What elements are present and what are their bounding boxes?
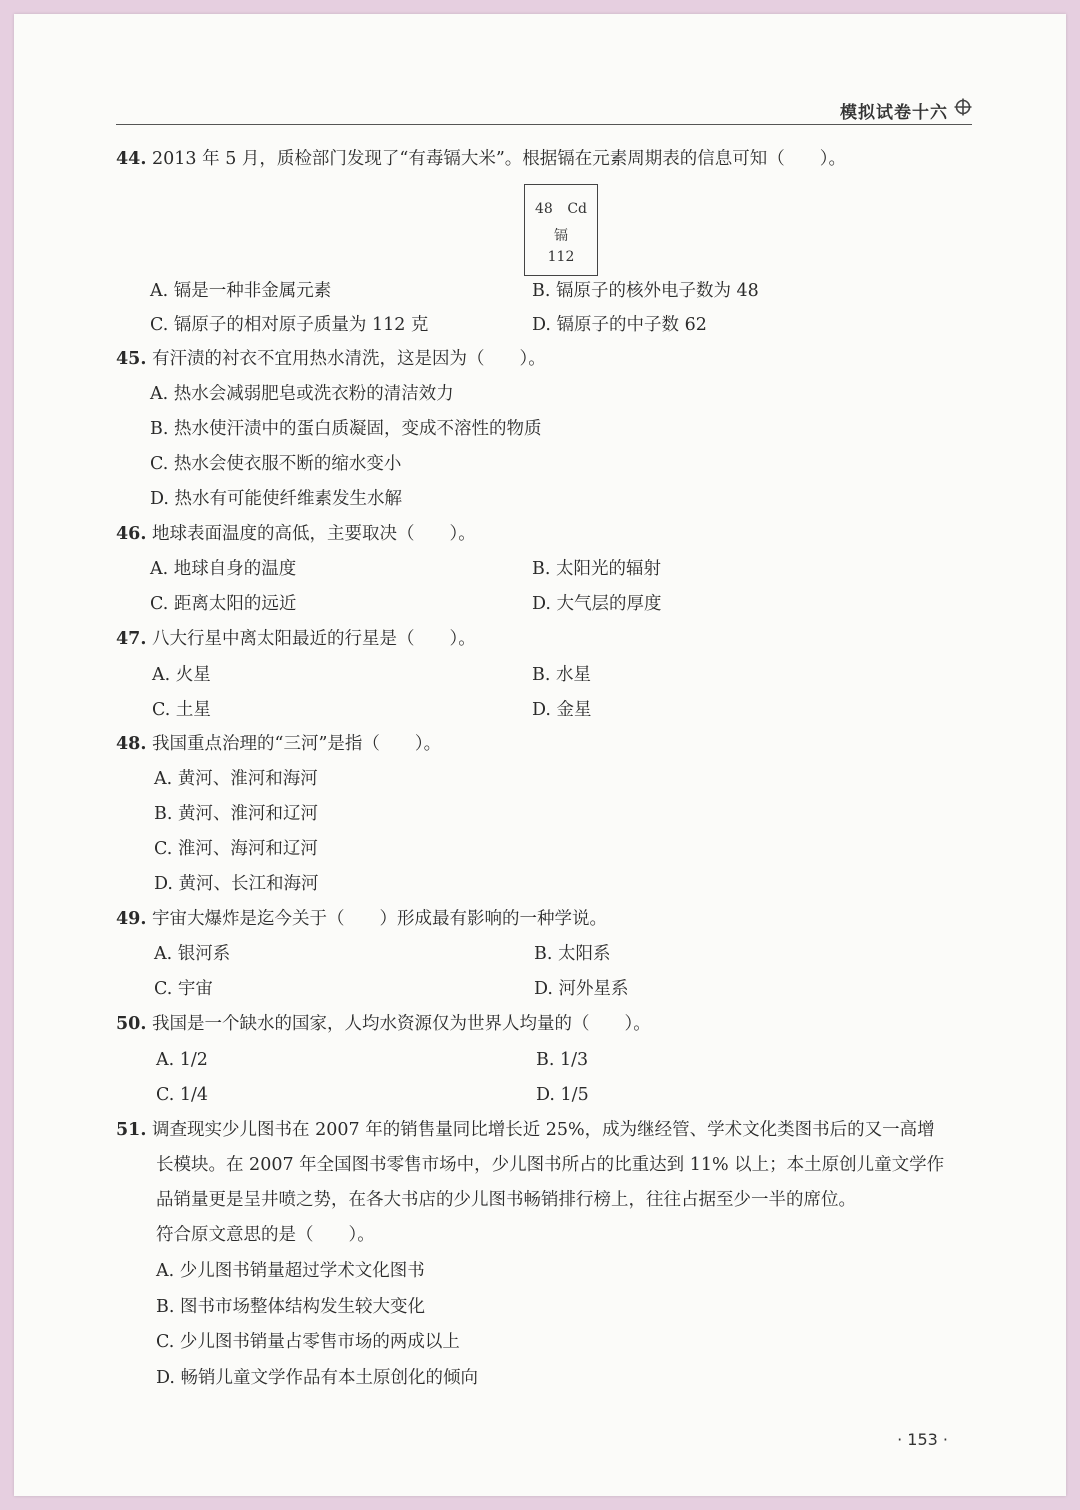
question-stem: 调查现实少儿图书在 2007 年的销售量同比增长近 25%，成为继经管、学术文化类图书后的又一高增 [152, 1120, 935, 1140]
question-stem: 我国是一个缺水的国家，人均水资源仅为世界人均量的（ ）。 [152, 1014, 651, 1034]
option-c: C. 淮河、海河和辽河 [154, 839, 318, 859]
option-c: C. 少儿图书销量占零售市场的两成以上 [156, 1332, 460, 1352]
page-header [116, 92, 972, 124]
page-number: · 153 · [897, 1430, 948, 1449]
option-a: A. 少儿图书销量超过学术文化图书 [156, 1261, 425, 1281]
option-d: D. 畅销儿童文学作品有本土原创化的倾向 [156, 1368, 479, 1388]
option-b: B. 1/3 [536, 1050, 589, 1070]
element-mass: 112 [547, 249, 575, 265]
option-b: B. 水星 [532, 665, 591, 685]
question-stem: 2013 年 5 月，质检部门发现了“有毒镉大米”。根据镉在元素周期表的信息可知（ ）。 [152, 149, 847, 169]
question-51 [116, 1119, 996, 1141]
option-a: A. 火星 [152, 665, 211, 685]
question-number: 51. [116, 1120, 147, 1140]
option-a: A. 镉是一种非金属元素 [150, 281, 332, 301]
question-44 [116, 148, 996, 170]
option-c: C. 距离太阳的远近 [150, 594, 297, 614]
question-50 [116, 1013, 996, 1035]
option-b: B. 热水使汗渍中的蛋白质凝固，变成不溶性的物质 [150, 419, 542, 439]
option-d: D. 热水有可能使纤维素发生水解 [150, 489, 403, 509]
question-45 [116, 348, 996, 370]
element-atomic-number: 48 [535, 201, 553, 217]
option-b: B. 太阳光的辐射 [532, 559, 661, 579]
option-c: C. 1/4 [156, 1085, 209, 1105]
question-stem: 有汗渍的衬衣不宜用热水清洗，这是因为（ ）。 [152, 349, 546, 369]
question-stem: 宇宙大爆炸是迄今关于（ ）形成最有影响的一种学说。 [152, 909, 608, 929]
option-c: C. 土星 [152, 700, 211, 720]
question-number: 48. [116, 734, 147, 754]
question-number: 50. [116, 1014, 147, 1034]
question-stem: 八大行星中离太阳最近的行星是（ ）。 [152, 629, 476, 649]
element-name: 镉 [554, 228, 568, 244]
passage-line: 品销量更是呈井喷之势，在各大书店的少儿图书畅销排行榜上，往往占据至少一半的席位。 [156, 1190, 856, 1210]
option-d: D. 1/5 [536, 1085, 589, 1105]
option-a: A. 1/2 [156, 1050, 208, 1070]
option-b: B. 镉原子的核外电子数为 48 [532, 281, 759, 301]
option-a: A. 地球自身的温度 [150, 559, 297, 579]
question-49 [116, 908, 996, 930]
option-b: B. 太阳系 [534, 944, 611, 964]
periodic-element-card [524, 184, 598, 276]
question-number: 45. [116, 349, 147, 369]
option-a: A. 银河系 [154, 944, 231, 964]
passage-prompt: 符合原文意思的是（ ）。 [156, 1225, 375, 1245]
option-c: C. 热水会使衣服不断的缩水变小 [150, 454, 402, 474]
question-stem: 地球表面温度的高低，主要取决（ ）。 [152, 524, 476, 544]
question-48 [116, 733, 996, 755]
crosshair-icon [954, 98, 972, 116]
option-a: A. 热水会减弱肥皂或洗衣粉的清洁效力 [150, 384, 454, 404]
element-symbol: Cd [567, 201, 587, 217]
option-d: D. 黄河、长江和海河 [154, 874, 319, 894]
question-47 [116, 628, 996, 650]
exam-page [14, 14, 1066, 1496]
question-number: 47. [116, 629, 147, 649]
question-number: 49. [116, 909, 147, 929]
option-a: A. 黄河、淮河和海河 [154, 769, 318, 789]
option-b: B. 黄河、淮河和辽河 [154, 804, 318, 824]
header-title: 模拟试卷十六 [840, 103, 948, 123]
option-d: D. 大气层的厚度 [532, 594, 662, 614]
question-number: 46. [116, 524, 147, 544]
option-d: D. 河外星系 [534, 979, 629, 999]
option-c: C. 宇宙 [154, 979, 213, 999]
question-number: 44. [116, 149, 147, 169]
option-b: B. 图书市场整体结构发生较大变化 [156, 1297, 425, 1317]
option-d: D. 金星 [532, 700, 592, 720]
option-d: D. 镉原子的中子数 62 [532, 315, 707, 335]
question-46 [116, 523, 996, 545]
passage-line: 长模块。在 2007 年全国图书零售市场中，少儿图书所占的比重达到 11% 以上；本土原创儿童文学作 [156, 1155, 945, 1175]
question-stem: 我国重点治理的“三河”是指（ ）。 [152, 734, 442, 754]
option-c: C. 镉原子的相对原子质量为 112 克 [150, 315, 429, 335]
header-rule [116, 124, 972, 125]
